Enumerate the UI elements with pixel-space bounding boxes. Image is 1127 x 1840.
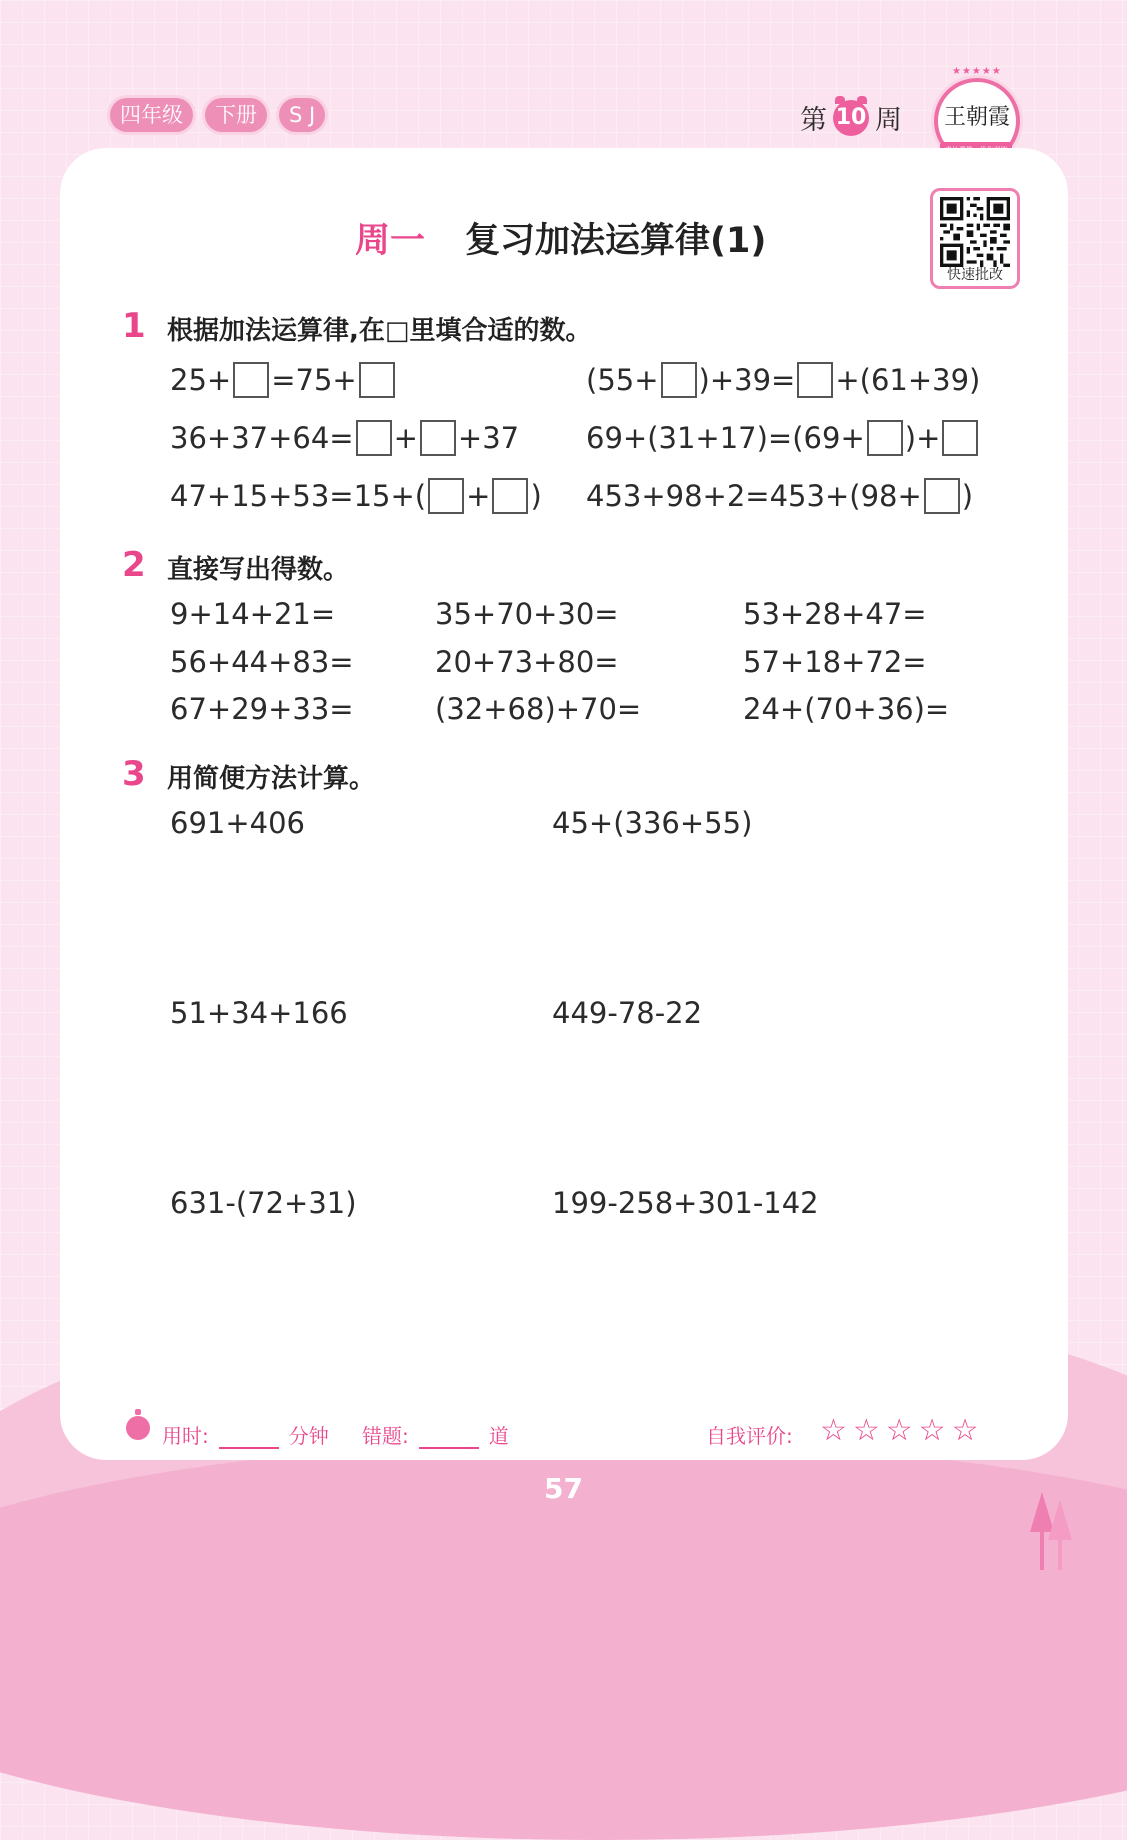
week-number: 10 bbox=[833, 100, 869, 136]
answer-box[interactable] bbox=[797, 362, 833, 398]
equation bbox=[586, 362, 980, 398]
brand-logo: 王朝霞 bbox=[934, 78, 1020, 164]
calculation-item: 199-258+301-142 bbox=[552, 1186, 819, 1220]
title-day: 周一 bbox=[355, 221, 426, 261]
errors-unit: 道 bbox=[488, 1424, 509, 1448]
rating-stars[interactable]: ☆☆☆☆☆ bbox=[820, 1413, 985, 1448]
equation-text: ) bbox=[530, 479, 542, 513]
equation-text: )+39= bbox=[698, 363, 796, 397]
arrow-up-icon bbox=[1048, 1500, 1072, 1540]
answer-box[interactable] bbox=[492, 478, 528, 514]
time-label: 用时: bbox=[162, 1424, 209, 1448]
equation-text: 453+98+2=453+(98+ bbox=[586, 479, 922, 513]
calculation-item: 45+(336+55) bbox=[552, 806, 753, 840]
answer-box[interactable] bbox=[942, 420, 978, 456]
answer-box[interactable] bbox=[233, 362, 269, 398]
logo-stars-icon: ★★★★★ bbox=[952, 66, 1002, 77]
section-number: 3 bbox=[122, 754, 146, 794]
mental-math-item: 56+44+83= bbox=[170, 645, 354, 679]
errors-label: 错题: bbox=[362, 1424, 409, 1448]
mental-math-item: 53+28+47= bbox=[743, 597, 927, 631]
errors-blank[interactable] bbox=[419, 1427, 479, 1449]
time-blank[interactable] bbox=[219, 1427, 279, 1449]
equation-text: ) bbox=[961, 479, 974, 513]
page-title bbox=[355, 213, 766, 263]
answer-box[interactable] bbox=[420, 420, 456, 456]
equation-text: 36+37+64= bbox=[170, 421, 354, 455]
equation-text: 47+15+53=15+( bbox=[170, 479, 427, 513]
errors-field bbox=[362, 1420, 509, 1449]
week-suffix: 周 bbox=[875, 105, 902, 136]
volume-badge: 下册 bbox=[205, 98, 267, 132]
equation-text: +37 bbox=[457, 421, 520, 455]
grade-badge: 四年级 bbox=[110, 98, 193, 132]
answer-box[interactable] bbox=[428, 478, 464, 514]
equation-text: + bbox=[393, 421, 418, 455]
grade-badges bbox=[110, 98, 325, 132]
qr-code-icon bbox=[940, 197, 1010, 267]
equation bbox=[170, 478, 542, 514]
mental-math-item: 9+14+21= bbox=[170, 597, 336, 631]
stopwatch-icon bbox=[126, 1416, 150, 1440]
mental-math-item: 67+29+33= bbox=[170, 692, 354, 726]
edition-badge: S J bbox=[279, 98, 325, 132]
equation-text: 69+(31+17)=(69+ bbox=[586, 421, 865, 455]
answer-box[interactable] bbox=[867, 420, 903, 456]
section-instruction: 用简便方法计算。 bbox=[167, 764, 376, 794]
equation-text: + bbox=[466, 479, 491, 513]
mental-math-item: 20+73+80= bbox=[435, 645, 619, 679]
section-number: 1 bbox=[122, 306, 146, 346]
week-prefix: 第 bbox=[800, 105, 827, 136]
title-main: 复习加法运算律(1) bbox=[465, 221, 767, 261]
mental-math-item: 24+(70+36)= bbox=[743, 692, 950, 726]
week-indicator bbox=[800, 98, 902, 137]
section-instruction: 直接写出得数。 bbox=[167, 555, 350, 585]
calculation-item: 691+406 bbox=[170, 806, 306, 840]
page-number: 57 bbox=[544, 1472, 583, 1505]
equation-text: 25+ bbox=[170, 363, 232, 397]
section-instruction: 根据加法运算律,在□里填合适的数。 bbox=[167, 316, 592, 346]
equation-text: =75+ bbox=[271, 363, 357, 397]
qr-label: 快速批改 bbox=[947, 267, 1003, 283]
answer-box[interactable] bbox=[924, 478, 960, 514]
mental-math-item: 57+18+72= bbox=[743, 645, 927, 679]
arrow-stem bbox=[1040, 1530, 1044, 1570]
equation-text: +(61+39) bbox=[835, 363, 981, 397]
equation-text: )+ bbox=[904, 421, 941, 455]
equation bbox=[586, 478, 973, 514]
equation bbox=[170, 362, 397, 398]
rating-label: 自我评价: bbox=[706, 1424, 793, 1448]
calculation-item: 51+34+166 bbox=[170, 996, 348, 1030]
mental-math-item: 35+70+30= bbox=[435, 597, 619, 631]
section-number: 2 bbox=[122, 545, 146, 585]
equation bbox=[586, 420, 980, 456]
calculation-item: 631-(72+31) bbox=[170, 1186, 357, 1220]
time-unit: 分钟 bbox=[288, 1424, 329, 1448]
time-field bbox=[162, 1420, 329, 1449]
calculation-item: 449-78-22 bbox=[552, 996, 703, 1030]
equation bbox=[170, 420, 519, 456]
answer-box[interactable] bbox=[359, 362, 395, 398]
answer-box[interactable] bbox=[661, 362, 697, 398]
arrow-stem bbox=[1058, 1538, 1062, 1570]
mental-math-item: (32+68)+70= bbox=[435, 692, 642, 726]
equation-text: (55+ bbox=[586, 363, 659, 397]
answer-box[interactable] bbox=[356, 420, 392, 456]
